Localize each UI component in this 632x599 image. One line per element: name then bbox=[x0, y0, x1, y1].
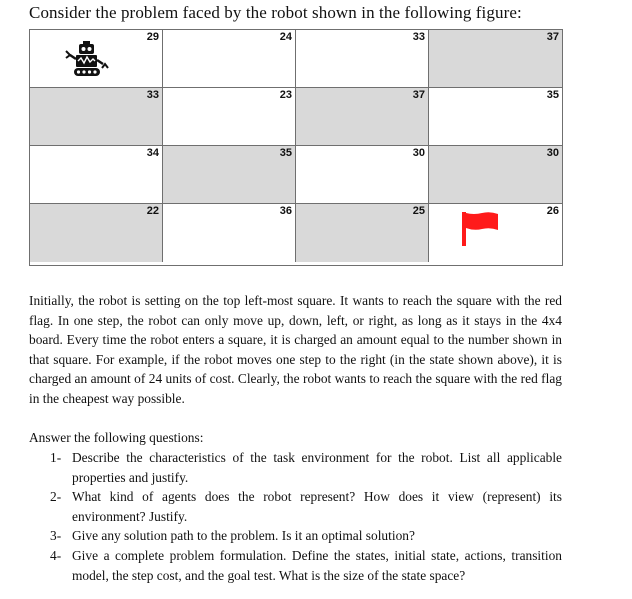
grid-cell-r1-c3 bbox=[429, 88, 562, 146]
grid-cell-r3-c1 bbox=[163, 204, 296, 262]
cell-cost: 22 bbox=[146, 205, 159, 217]
grid-cell-r0-c3 bbox=[429, 30, 562, 88]
question-item bbox=[50, 546, 562, 585]
grid-cell-r2-c0 bbox=[30, 146, 163, 204]
question-text: What kind of agents does the robot represent? How does it view (represent) its environment? Justify. bbox=[72, 489, 562, 524]
grid-board bbox=[29, 29, 563, 266]
problem-heading: Consider the problem faced by the robot shown in the following figure: bbox=[29, 3, 522, 22]
cell-cost: 26 bbox=[546, 205, 559, 217]
question-item bbox=[50, 526, 562, 546]
problem-description: Initially, the robot is setting on the top left-most square. It wants to reach the square with the red flag. In one step, the robot can only move up, down, left, or right, as long as it stays in the 4x4 board. Every time the robot enters a square, it is charged an amount equal to the number shown in that square. For example, if the robot moves one step to the right (in the state shown above), it is charged an amount of 24 units of cost. Clearly, the robot wants to reach the square with the red flag in the cheapest way possible. bbox=[29, 293, 562, 406]
cell-cost: 30 bbox=[412, 147, 425, 159]
robot-icon bbox=[64, 41, 112, 77]
grid-cell-r3-c3 bbox=[429, 204, 562, 262]
cell-cost: 33 bbox=[146, 89, 159, 101]
cell-cost: 33 bbox=[412, 31, 425, 43]
cell-cost: 30 bbox=[546, 147, 559, 159]
grid-cell-r1-c2 bbox=[296, 88, 429, 146]
cell-cost: 36 bbox=[279, 205, 292, 217]
cell-cost: 24 bbox=[279, 31, 292, 43]
cell-cost: 34 bbox=[146, 147, 159, 159]
grid-cell-r3-c0 bbox=[30, 204, 163, 262]
cell-cost: 25 bbox=[412, 205, 425, 217]
question-item bbox=[50, 487, 562, 526]
question-text: Describe the characteristics of the task environment for the robot. List all applicable properties and justify. bbox=[72, 450, 562, 485]
grid-cell-r2-c3 bbox=[429, 146, 562, 204]
cell-cost: 23 bbox=[279, 89, 292, 101]
grid-cell-r0-c2 bbox=[296, 30, 429, 88]
question-number: 3- bbox=[50, 528, 62, 544]
cell-cost: 29 bbox=[146, 31, 159, 43]
question-item bbox=[50, 448, 562, 487]
question-number: 4- bbox=[50, 547, 62, 563]
grid-cell-r3-c2 bbox=[296, 204, 429, 262]
grid-cell-r0-c1 bbox=[163, 30, 296, 88]
question-number: 1- bbox=[50, 450, 62, 465]
question-list bbox=[50, 448, 562, 585]
cell-cost: 37 bbox=[546, 31, 559, 43]
cell-cost: 35 bbox=[546, 89, 559, 101]
grid-cell-r1-c1 bbox=[163, 88, 296, 146]
answer-heading: Answer the following questions: bbox=[29, 430, 204, 445]
red-flag-icon bbox=[462, 212, 498, 246]
question-number: 2- bbox=[50, 489, 62, 505]
grid-cell-r0-c0 bbox=[30, 30, 163, 88]
question-text: Give any solution path to the problem. Is it an optimal solution? bbox=[72, 528, 415, 544]
question-text: Give a complete problem formulation. Define the states, initial state, actions, transition model, the step cost, and the goal test. What is the size of the state space? bbox=[72, 547, 562, 583]
cell-cost: 37 bbox=[412, 89, 425, 101]
grid-cell-r1-c0 bbox=[30, 88, 163, 146]
grid-cell-r2-c2 bbox=[296, 146, 429, 204]
cell-cost: 35 bbox=[279, 147, 292, 159]
grid-cell-r2-c1 bbox=[163, 146, 296, 204]
